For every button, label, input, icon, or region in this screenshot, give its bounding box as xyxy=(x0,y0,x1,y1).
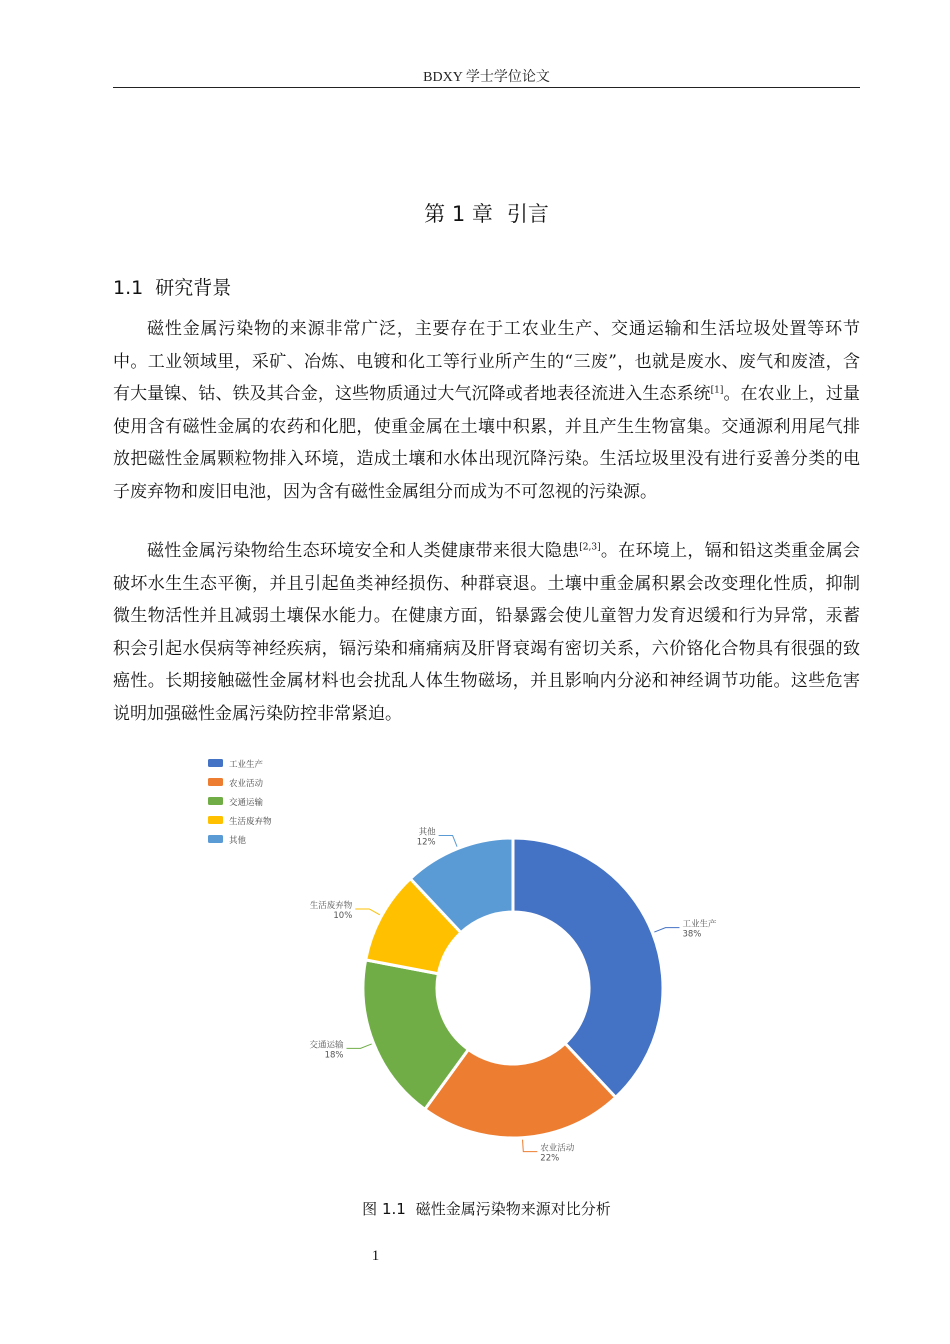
slice-label: 农业活动 xyxy=(540,1143,575,1154)
citation: [2,3] xyxy=(579,542,601,553)
legend-label: 农业活动 xyxy=(229,779,264,789)
donut-chart xyxy=(200,755,760,1195)
chapter-number: 第 1 章 xyxy=(424,202,493,226)
chart-canvas xyxy=(200,755,760,1195)
header-rule xyxy=(113,87,860,88)
paragraph-text: 磁性金属污染物的来源非常广泛，主要存在于工农业生产、交通运输和生活垃圾处置等环节中。工业领域里，采矿、冶炼、电镀和化工等行业所产生的“三废”，也就是废水、废气和废渣，含有大量镍、钴、铁及其合金，这些物质通过大气沉降或者地表径流进入生态系统 xyxy=(113,319,860,404)
leader-line xyxy=(439,836,457,847)
section-title: 研究背景 xyxy=(155,277,232,299)
legend-label: 其他 xyxy=(229,836,247,846)
leader-line xyxy=(523,1140,538,1152)
figure-number: 图 1.1 xyxy=(362,1200,406,1218)
paragraph-text: 磁性金属污染物给生态环境安全和人类健康带来很大隐患 xyxy=(147,541,580,561)
legend-label: 工业生产 xyxy=(229,760,264,770)
slice-value-label: 38% xyxy=(682,929,702,940)
legend-swatch xyxy=(208,816,223,824)
page-number: 1 xyxy=(371,1248,380,1264)
slice-value-label: 18% xyxy=(324,1050,344,1061)
paragraph-text: 。在环境上，镉和铅这类重金属会破坏水生生态平衡，并且引起鱼类神经损伤、种群衰退。土壤中重金属积累会改变理化性质，抑制微生物活性并且减弱土壤保水能力。在健康方面，铅暴露会使儿童智力发育迟缓和行为异常，汞蓄积会引起水俣病等神经疾病，镉污染和痛痛病及肝肾衰竭有密切关系，六价铬化合物具有很强的致癌性。长期接触磁性金属材料也会扰乱人体生物磁场，并且影响内分泌和神经调节功能。这些危害说明加强磁性金属污染防控非常紧迫。 xyxy=(113,541,861,724)
chapter-heading xyxy=(113,198,860,230)
figure-caption xyxy=(113,1197,860,1221)
chart-legend xyxy=(208,759,272,846)
leader-line xyxy=(654,928,679,932)
body-paragraph xyxy=(113,535,860,730)
leader-line xyxy=(347,1044,372,1048)
citation: [1] xyxy=(710,385,724,396)
donut-slice xyxy=(513,838,663,1097)
slice-value-label: 10% xyxy=(333,910,353,921)
figure-caption-text: 磁性金属污染物来源对比分析 xyxy=(415,1200,611,1218)
legend-label: 交通运输 xyxy=(229,798,264,808)
slice-label: 工业生产 xyxy=(682,919,717,930)
slice-value-label: 12% xyxy=(416,837,436,848)
legend-swatch xyxy=(208,797,223,805)
section-heading xyxy=(113,274,513,302)
legend-label: 生活废弃物 xyxy=(229,817,272,827)
leader-line xyxy=(355,909,380,915)
slice-label: 交通运输 xyxy=(309,1040,344,1051)
paragraph-text: 。在农业上，过量使用含有磁性金属的农药和化肥，使重金属在土壤中积累，并且产生生物富集。交通源利用尾气排放把磁性金属颗粒物排入环境，造成土壤和水体出现沉降污染。生活垃圾里没有进行妥善分类的电子废弃物和废旧电池，因为含有磁性金属组分而成为不可忽视的污染源。 xyxy=(113,384,861,502)
legend-swatch xyxy=(208,835,223,843)
running-header: BDXY 学士学位论文 xyxy=(423,70,550,85)
legend-swatch xyxy=(208,759,223,767)
section-number: 1.1 xyxy=(113,277,144,299)
slice-label: 生活废弃物 xyxy=(309,900,353,911)
slice-value-label: 22% xyxy=(540,1153,560,1164)
chapter-title: 引言 xyxy=(506,202,549,226)
legend-swatch xyxy=(208,778,223,786)
slice-label: 其他 xyxy=(418,827,436,838)
body-paragraph xyxy=(113,313,860,508)
